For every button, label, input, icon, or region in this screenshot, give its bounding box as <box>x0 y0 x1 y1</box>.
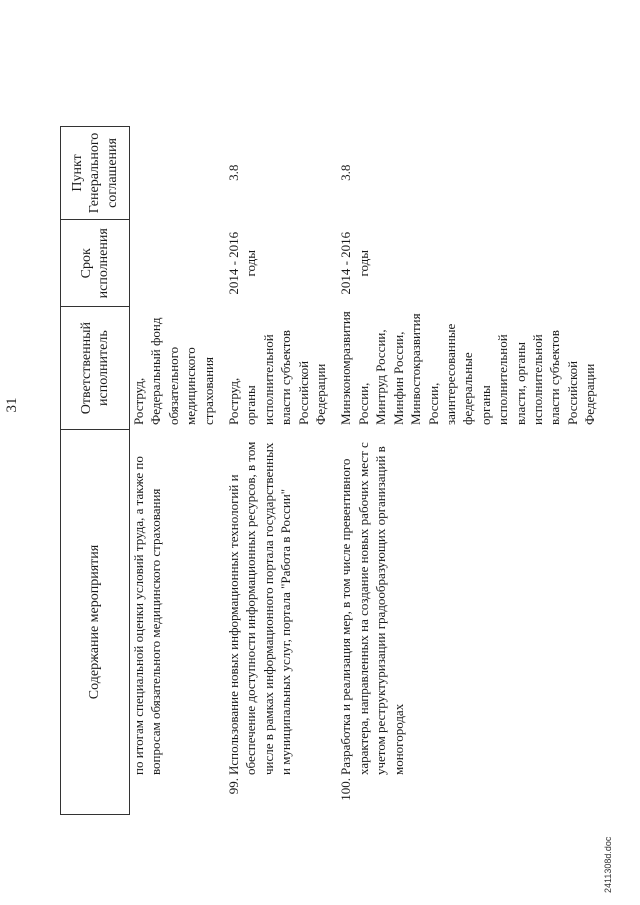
page-number: 31 <box>4 397 20 413</box>
row-content-cell <box>130 430 226 815</box>
header-clause: Пункт Генерального соглашения <box>61 126 130 220</box>
measures-table <box>60 126 607 815</box>
row-number: 99. <box>226 778 242 795</box>
row-content-cell <box>337 430 606 815</box>
table-row-99 <box>225 126 337 814</box>
header-deadline: Срок исполнения <box>61 220 130 307</box>
row-content-cell <box>225 430 337 815</box>
row-content-text: по итогам специальной оценки условий труда, а также по вопросам обязательного медицинского страхования <box>131 456 164 775</box>
header-content: Содержание мероприятия <box>61 430 130 815</box>
row-deadline: 2014 - 2016 годы <box>226 231 259 295</box>
row-deadline <box>130 220 226 307</box>
row-deadline: 2014 - 2016 годы <box>338 231 371 295</box>
row-clause: 3.8 <box>338 164 354 181</box>
row-number: 100. <box>338 778 354 801</box>
table-row-continuation <box>130 126 226 814</box>
row-content-text: Использование новых информационных технологий и обеспечение доступности информационных ресурсов, в том числе в рамках информационного портала государственных и муниципальных услуг, портала "Работа в России" <box>226 441 294 775</box>
table-row-100 <box>337 126 606 814</box>
row-clause: 3.8 <box>226 164 242 181</box>
row-clause <box>130 126 226 220</box>
header-responsible: Ответственный исполнитель <box>61 307 130 430</box>
row-responsible: Роструд, органы исполнительной власти субъектов Российской Федерации <box>226 330 329 425</box>
row-responsible: Роструд, Федеральный фонд обязательного медицинского страхования <box>131 317 216 425</box>
row-content-text: Разработка и реализация мер, в том числе превентивного характера, направленных на создание новых рабочих мест с учетом реструктуризации градообразующих организаций в моногородах <box>338 442 406 775</box>
row-responsible: Минэкономразвития России, Минтруд России, Минфин России, Минвостокразвития России, заинтересованные федеральные органы исполнительной власти, органы исполнительной власти субъектов Российской Федерации <box>338 311 598 425</box>
footer-filename: 2411308d.doc <box>603 836 613 893</box>
table-header-row <box>61 126 130 814</box>
